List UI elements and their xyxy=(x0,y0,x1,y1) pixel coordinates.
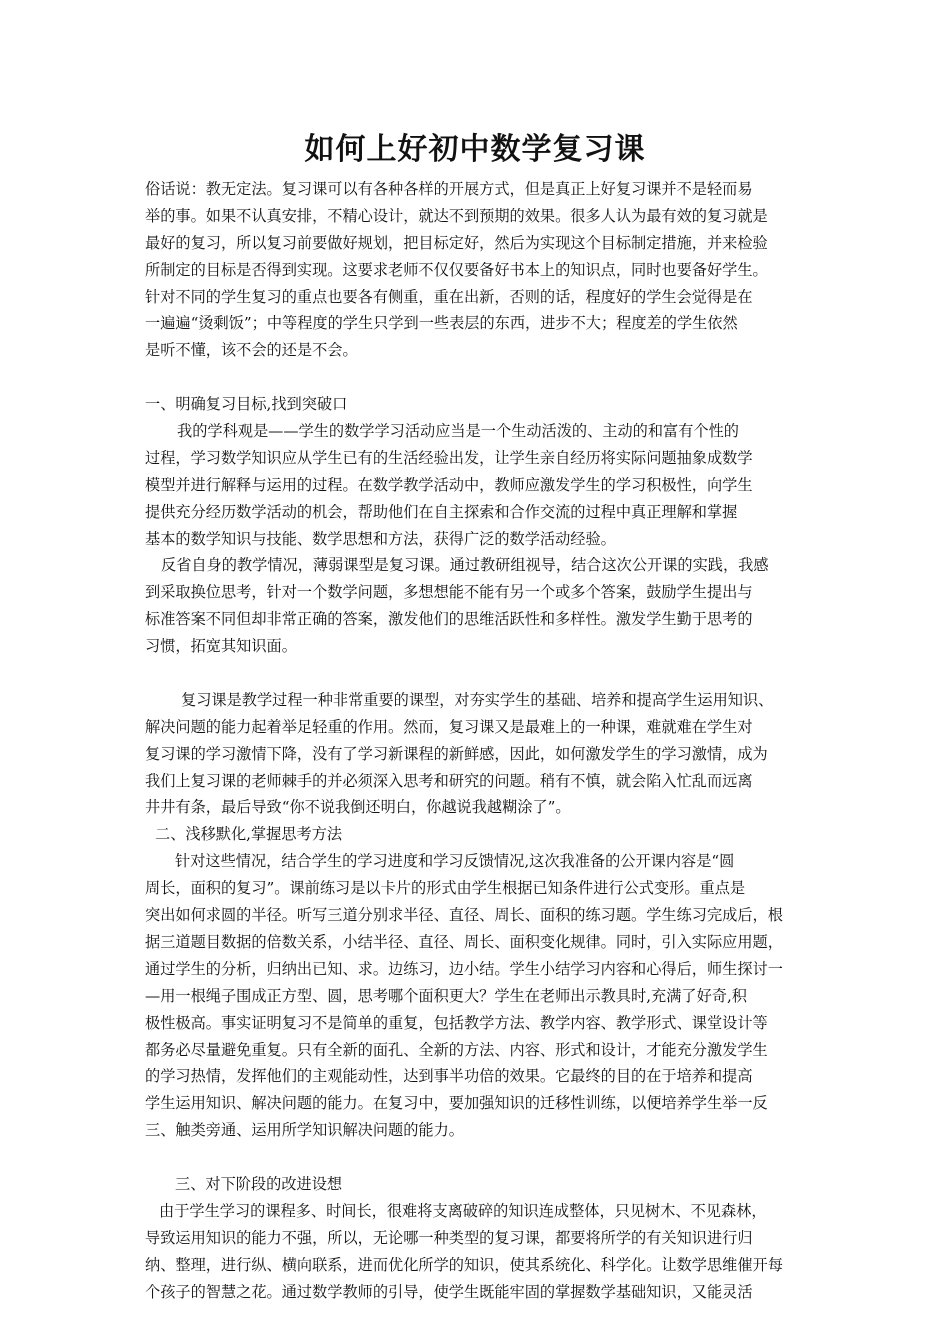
text-line: 是听不懂，该不会的还是不会。 xyxy=(145,341,358,360)
text-line: 导致运用知识的能力不强，所以，无论哪一种类型的复习课，都要将所学的有关知识进行归 xyxy=(145,1228,753,1247)
text-line: 由于学生学习的课程多、时间长，很难将支离破碎的知识连成整体，只见树木、不见森林， xyxy=(159,1201,767,1220)
text-line: 过程，学习数学知识应从学生已有的生活经验出发，让学生亲自经历将实际问题抽象成数学 xyxy=(145,448,753,467)
document-title: 如何上好初中数学复习课 xyxy=(304,132,646,167)
text-line: 极性极高。事实证明复习不是简单的重复，包括教学方法、教学内容、教学形式、课堂设计等 xyxy=(145,1013,768,1032)
text-line: 反省自身的教学情况，薄弱课型是复习课。通过教研组视导，结合这次公开课的实践，我感 xyxy=(161,556,769,575)
text-line: 复习课是教学过程一种非常重要的课型，对夯实学生的基础、培养和提高学生运用知识、 xyxy=(181,690,774,709)
text-line: 个孩子的智慧之花。通过数学教师的引导，使学生既能牢固的掌握数学基础知识，又能灵活 xyxy=(145,1282,753,1301)
text-line: 井井有条，最后导致“你不说我倒还明白，你越说我越糊涂了”。 xyxy=(145,798,571,817)
section-heading-1: 一、明确复习目标,找到突破口 xyxy=(145,395,348,414)
text-line: —用一根绳子围成正方型、圆，思考哪个面积更大？学生在老师出示教具时,充满了好奇,积 xyxy=(145,986,747,1005)
text-line: 突出如何求圆的半径。听写三道分别求半径、直径、周长、面积的练习题。学生练习完成后，根 xyxy=(145,906,783,925)
blank-line xyxy=(145,660,835,687)
text-line: 标准答案不同但却非常正确的答案，激发他们的思维活跃性和多样性。激发学生勤于思考的 xyxy=(145,610,753,629)
text-line: 模型并进行解释与运用的过程。在数学教学活动中，教师应激发学生的学习积极性，向学生 xyxy=(145,475,753,494)
text-line: 复习课的学习激情下降，没有了学习新课程的新鲜感，因此，如何激发学生的学习激情，成为 xyxy=(145,744,768,763)
text-line: 所制定的目标是否得到实现。这要求老师不仅仅要备好书本上的知识点，同时也要备好学生。 xyxy=(145,260,768,279)
text-line: 学生运用知识、解决问题的能力。在复习中，要加强知识的迁移性训练，以便培养学生举一反 xyxy=(145,1094,768,1113)
section1-paragraph-1 xyxy=(145,418,835,552)
text-line: 据三道题目数据的倍数关系，小结半径、直径、周长、面积变化规律。同时，引入实际应用题， xyxy=(145,932,783,951)
text-line: 我的学科观是——学生的数学学习活动应当是一个生动活泼的、主动的和富有个性的 xyxy=(177,422,739,441)
text-line: 纳、整理，进行纵、横向联系，进而优化所学的知识，使其系统化、科学化。让数学思维催开每 xyxy=(145,1255,783,1274)
section1-paragraph-3 xyxy=(145,687,835,821)
text-line: 到采取换位思考，针对一个数学问题，多想想能不能有另一个或多个答案，鼓励学生提出与 xyxy=(145,583,753,602)
text-line: 针对不同的学生复习的重点也要各有侧重，重在出新，否则的话，程度好的学生会觉得是在 xyxy=(145,287,753,306)
text-line: 基本的数学知识与技能、数学思想和方法，获得广泛的数学活动经验。 xyxy=(145,529,616,548)
text-line: 提供充分经历数学活动的机会，帮助他们在自主探索和合作交流的过程中真正理解和掌握 xyxy=(145,502,738,521)
text-line: 解决问题的能力起着举足轻重的作用。然而，复习课又是最难上的一种课，难就难在学生对 xyxy=(145,717,753,736)
section-heading-3: 三、对下阶段的改进设想 xyxy=(175,1174,343,1193)
text-line: 的学习热情，发挥他们的主观能动性，达到事半功倍的效果。它最终的目的在于培养和提高 xyxy=(145,1067,753,1086)
text-line: 举的事。如果不认真安排，不精心设计，就达不到预期的效果。很多人认为最有效的复习就是 xyxy=(145,206,768,225)
text-line: 俗话说：教无定法。复习课可以有各种各样的开展方式，但是真正上好复习课并不是轻而易 xyxy=(145,180,753,198)
text-line: 三、触类旁通、运用所学知识解决问题的能力。 xyxy=(145,1121,464,1140)
text-line: 都务必尽量避免重复。只有全新的面孔、全新的方法、内容、形式和设计，才能充分激发学生 xyxy=(145,1040,768,1059)
text-line: 针对这些情况，结合学生的学习进度和学习反馈情况,这次我准备的公开课内容是“圆 xyxy=(175,852,735,871)
document-body xyxy=(145,176,835,1305)
section2-paragraph xyxy=(145,848,835,1144)
intro-paragraph xyxy=(145,176,835,364)
text-line: 最好的复习，所以复习前要做好规划，把目标定好，然后为实现这个目标制定措施，并来检验 xyxy=(145,233,768,252)
section-heading-2: 二、浅移默化,掌握思考方法 xyxy=(155,825,343,844)
text-line: 通过学生的分析，归纳出已知、求。边练习，边小结。学生小结学习内容和心得后，师生探讨一 xyxy=(145,959,783,978)
text-line: 周长，面积的复习”。课前练习是以卡片的形式由学生根据已知条件进行公式变形。重点是 xyxy=(145,879,746,898)
text-line: 一遍遍“烫剩饭”；中等程度的学生只学到一些表层的东西，进步不大；程度差的学生依然 xyxy=(145,314,738,333)
blank-line xyxy=(145,364,835,391)
section1-paragraph-2 xyxy=(145,552,835,660)
text-line: 我们上复习课的老师棘手的并必须深入思考和研究的问题。稍有不慎，就会陷入忙乱而远离 xyxy=(145,771,753,790)
section3-paragraph xyxy=(145,1198,835,1306)
blank-line xyxy=(145,1144,835,1171)
text-line: 习惯，拓宽其知识面。 xyxy=(145,637,297,656)
